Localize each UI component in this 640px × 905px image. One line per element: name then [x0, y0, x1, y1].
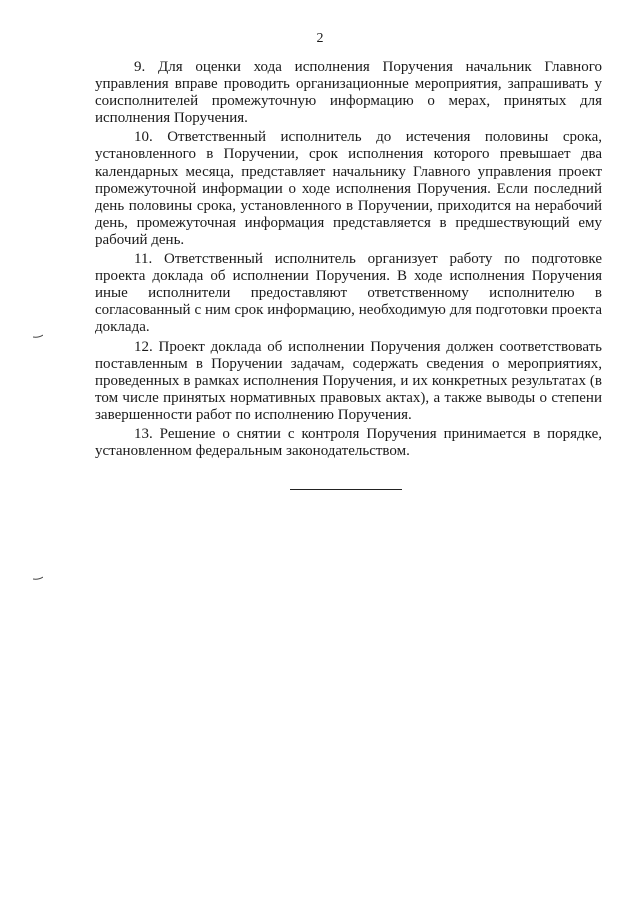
- scan-mark-icon: [33, 334, 43, 338]
- document-body: [95, 59, 602, 462]
- paragraph-13: 13. Решение о снятии с контроля Поручения принимается в порядке, установленном федеральным законодательством.: [95, 425, 602, 460]
- page-number: 2: [316, 31, 324, 46]
- paragraph-12: 12. Проект доклада об исполнении Поручения должен соответствовать поставленным в Поручении задачам, содержать сведения о мероприятиях, проведенных в рамках исполнения Поручения, и их конкретных результатах (в том числе принятых нормативных правовых актах), а также выводы о степени завершенности работ по исполнению Поручения.: [95, 338, 602, 423]
- paragraph-9: 9. Для оценки хода исполнения Поручения начальник Главного управления вправе проводить организационные мероприятия, запрашивать у соисполнителей промежуточную информацию о мерах, принятых для исполнения Поручения.: [95, 59, 602, 127]
- paragraph-11: 11. Ответственный исполнитель организует работу по подготовке проекта доклада об исполнении Поручения. В ходе исполнения Поручения иные исполнители предоставляют ответственному исполнителю в согласованный с ним срок информацию, необходимую для подготовки проекта доклада.: [95, 251, 602, 336]
- end-divider-line: [290, 489, 402, 490]
- scan-mark-icon: [33, 576, 43, 580]
- paragraph-10: 10. Ответственный исполнитель до истечения половины срока, установленного в Поручении, срок исполнения которого превышает два календарных месяца, представляет начальнику Главного управления проект промежуточной информации о ходе исполнения Поручения. Если последний день половины срока, установленного в Поручении, приходится на нерабочий день, промежуточная информация представляется в предшествующий ему рабочий день.: [95, 129, 602, 248]
